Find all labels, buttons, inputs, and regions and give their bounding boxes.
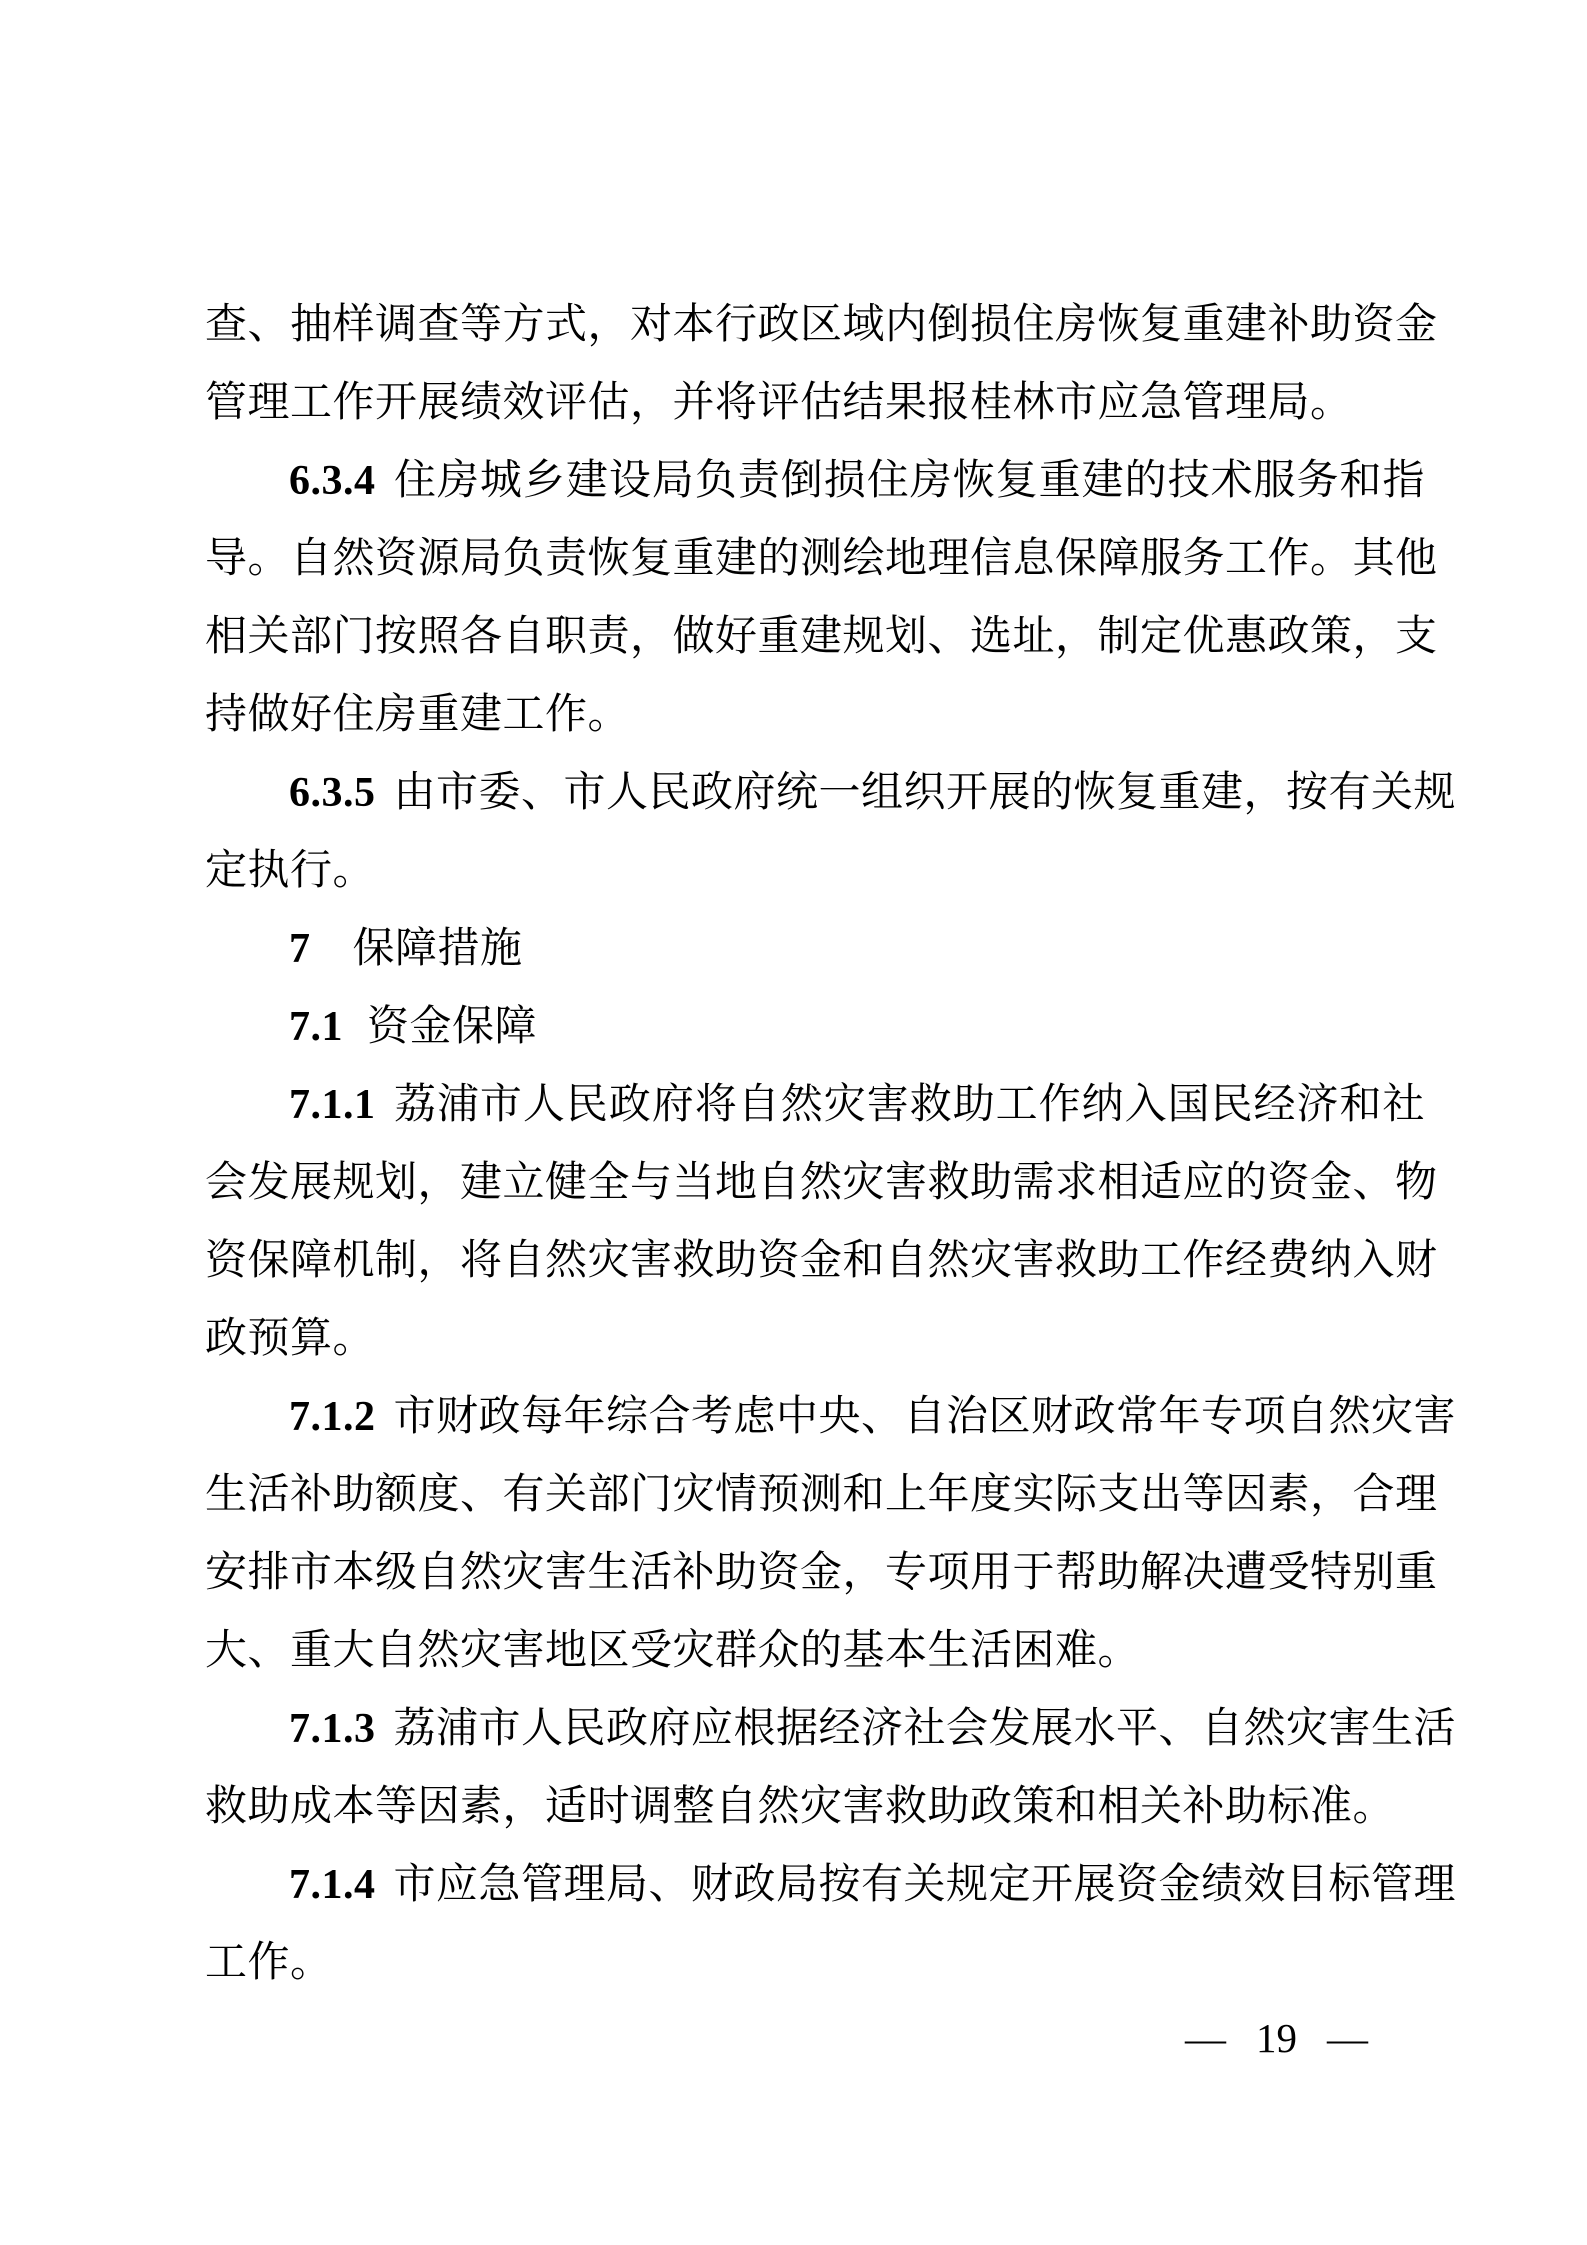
line-text: 住房城乡建设局负责倒损住房恢复重建的技术服务和指 [393, 458, 1425, 504]
paragraph [205, 1846, 1457, 2002]
heading-text: 保障措施 [352, 926, 523, 972]
text-line: 查、抽样调查等方式，对本行政区域内倒损住房恢复重建补助资金 [205, 302, 1438, 348]
paragraph [205, 1690, 1457, 1846]
text-line: 持做好住房重建工作。 [205, 692, 631, 738]
text-line: 安排市本级自然灾害生活补助资金，专项用于帮助解决遭受特别重 [205, 1550, 1438, 1596]
text-line [205, 442, 1425, 520]
text-line [205, 1846, 1457, 1924]
paragraph [205, 286, 1438, 442]
section-number: 7.1.2 [289, 1394, 376, 1440]
text-line: 生活补助额度、有关部门灾情预测和上年度实际支出等因素，合理 [205, 1472, 1438, 1518]
text-line: 导。自然资源局负责恢复重建的测绘地理信息保障服务工作。其他 [205, 536, 1438, 582]
page-number: 19 [1256, 2015, 1297, 2061]
section-number: 6.3.4 [289, 458, 376, 504]
section-number: 7.1 [289, 1004, 343, 1050]
text-line: 大、重大自然灾害地区受灾群众的基本生活困难。 [205, 1628, 1141, 1674]
text-line [205, 754, 1457, 832]
document-body [205, 286, 1457, 2002]
line-text: 荔浦市人民政府将自然灾害救助工作纳入国民经济和社 [393, 1082, 1425, 1128]
text-line: 相关部门按照各自职责，做好重建规划、选址，制定优惠政策，支 [205, 614, 1438, 660]
text-line: 定执行。 [205, 848, 376, 894]
text-line: 工作。 [205, 1940, 333, 1986]
section-heading [205, 910, 1425, 988]
text-line: 会发展规划，建立健全与当地自然灾害救助需求相适应的资金、物 [205, 1160, 1438, 1206]
line-text: 荔浦市人民政府应根据经济社会发展水平、自然灾害生活 [393, 1706, 1457, 1752]
text-line: 资保障机制，将自然灾害救助资金和自然灾害救助工作经费纳入财 [205, 1238, 1438, 1284]
text-line [205, 1690, 1457, 1768]
text-line [205, 910, 1425, 988]
paragraph [205, 1066, 1438, 1378]
section-number: 7.1.3 [289, 1706, 376, 1752]
text-line: 政预算。 [205, 1316, 376, 1362]
paragraph [205, 442, 1438, 754]
footer-dash-right: — [1327, 2015, 1368, 2061]
line-text: 市应急管理局、财政局按有关规定开展资金绩效目标管理 [393, 1862, 1457, 1908]
text-line: 管理工作开展绩效评估，并将评估结果报桂林市应急管理局。 [205, 380, 1353, 426]
section-number: 7.1.4 [289, 1862, 376, 1908]
text-line [205, 1066, 1425, 1144]
heading-text: 资金保障 [367, 1004, 538, 1050]
line-text: 市财政每年综合考虑中央、自治区财政常年专项自然灾害 [393, 1394, 1457, 1440]
section-number: 7.1.1 [289, 1082, 376, 1128]
paragraph [205, 1378, 1457, 1690]
paragraph [205, 754, 1457, 910]
line-text: 由市委、市人民政府统一组织开展的恢复重建，按有关规 [393, 770, 1457, 816]
text-line [205, 1378, 1457, 1456]
section-number: 7 [289, 926, 311, 972]
footer-dash-left: — [1185, 2015, 1226, 2061]
page-footer [1185, 2010, 1368, 2066]
text-line [205, 988, 1425, 1066]
section-number: 6.3.5 [289, 770, 376, 816]
text-line: 救助成本等因素，适时调整自然灾害救助政策和相关补助标准。 [205, 1784, 1396, 1830]
section-heading [205, 988, 1425, 1066]
